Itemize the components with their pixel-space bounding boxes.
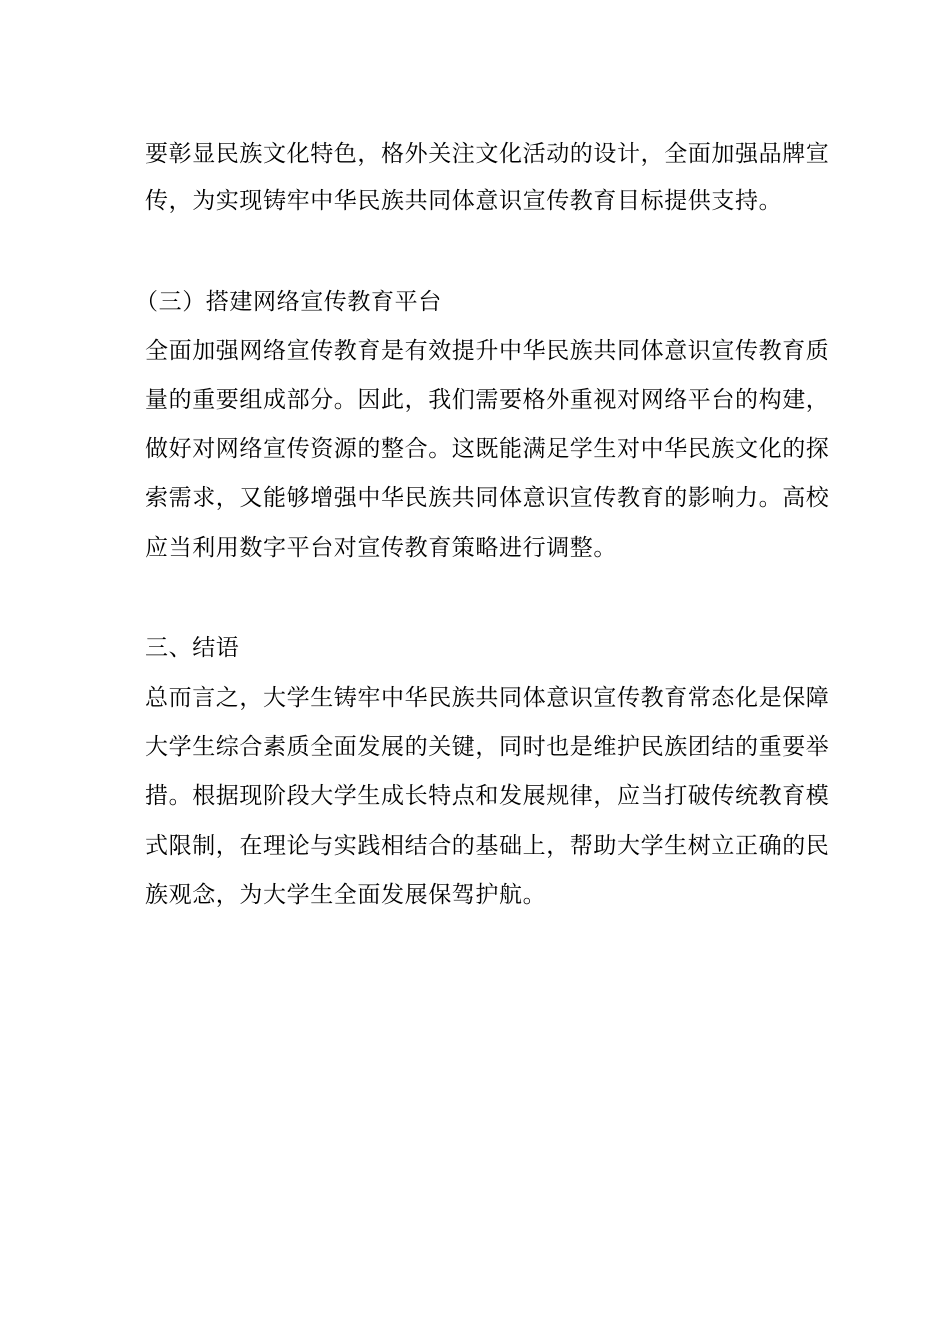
paragraph-line: 总而言之，大学生铸牢中华民族共同体意识宣传教育常态化是保障 (145, 685, 830, 711)
paragraph-line: 传，为实现铸牢中华民族共同体意识宣传教育目标提供支持。 (145, 188, 783, 214)
paragraph-line: 要彰显民族文化特色，格外关注文化活动的设计，全面加强品牌宣 (145, 141, 830, 167)
paragraph-line: 应当利用数字平台对宣传教育策略进行调整。 (145, 535, 617, 561)
paragraph-line: 量的重要组成部分。因此，我们需要格外重视对网络平台的构建， (145, 387, 830, 413)
paragraph-line: 大学生综合素质全面发展的关键，同时也是维护民族团结的重要举 (145, 734, 830, 760)
paragraph-line: 索需求，又能够增强中华民族共同体意识宣传教育的影响力。高校 (145, 485, 830, 511)
paragraph-line: 式限制，在理论与实践相结合的基础上，帮助大学生树立正确的民 (145, 833, 830, 859)
paragraph-line: 措。根据现阶段大学生成长特点和发展规律，应当打破传统教育模 (145, 783, 830, 809)
paragraph-line: 全面加强网络宣传教育是有效提升中华民族共同体意识宣传教育质 (145, 338, 830, 364)
conclusion-heading: 三、结语 (145, 635, 240, 661)
section-heading: （三）搭建网络宣传教育平台 (135, 289, 442, 315)
paragraph-line: 做好对网络宣传资源的整合。这既能满足学生对中华民族文化的探 (145, 436, 830, 462)
paragraph-line: 族观念，为大学生全面发展保驾护航。 (145, 882, 547, 908)
